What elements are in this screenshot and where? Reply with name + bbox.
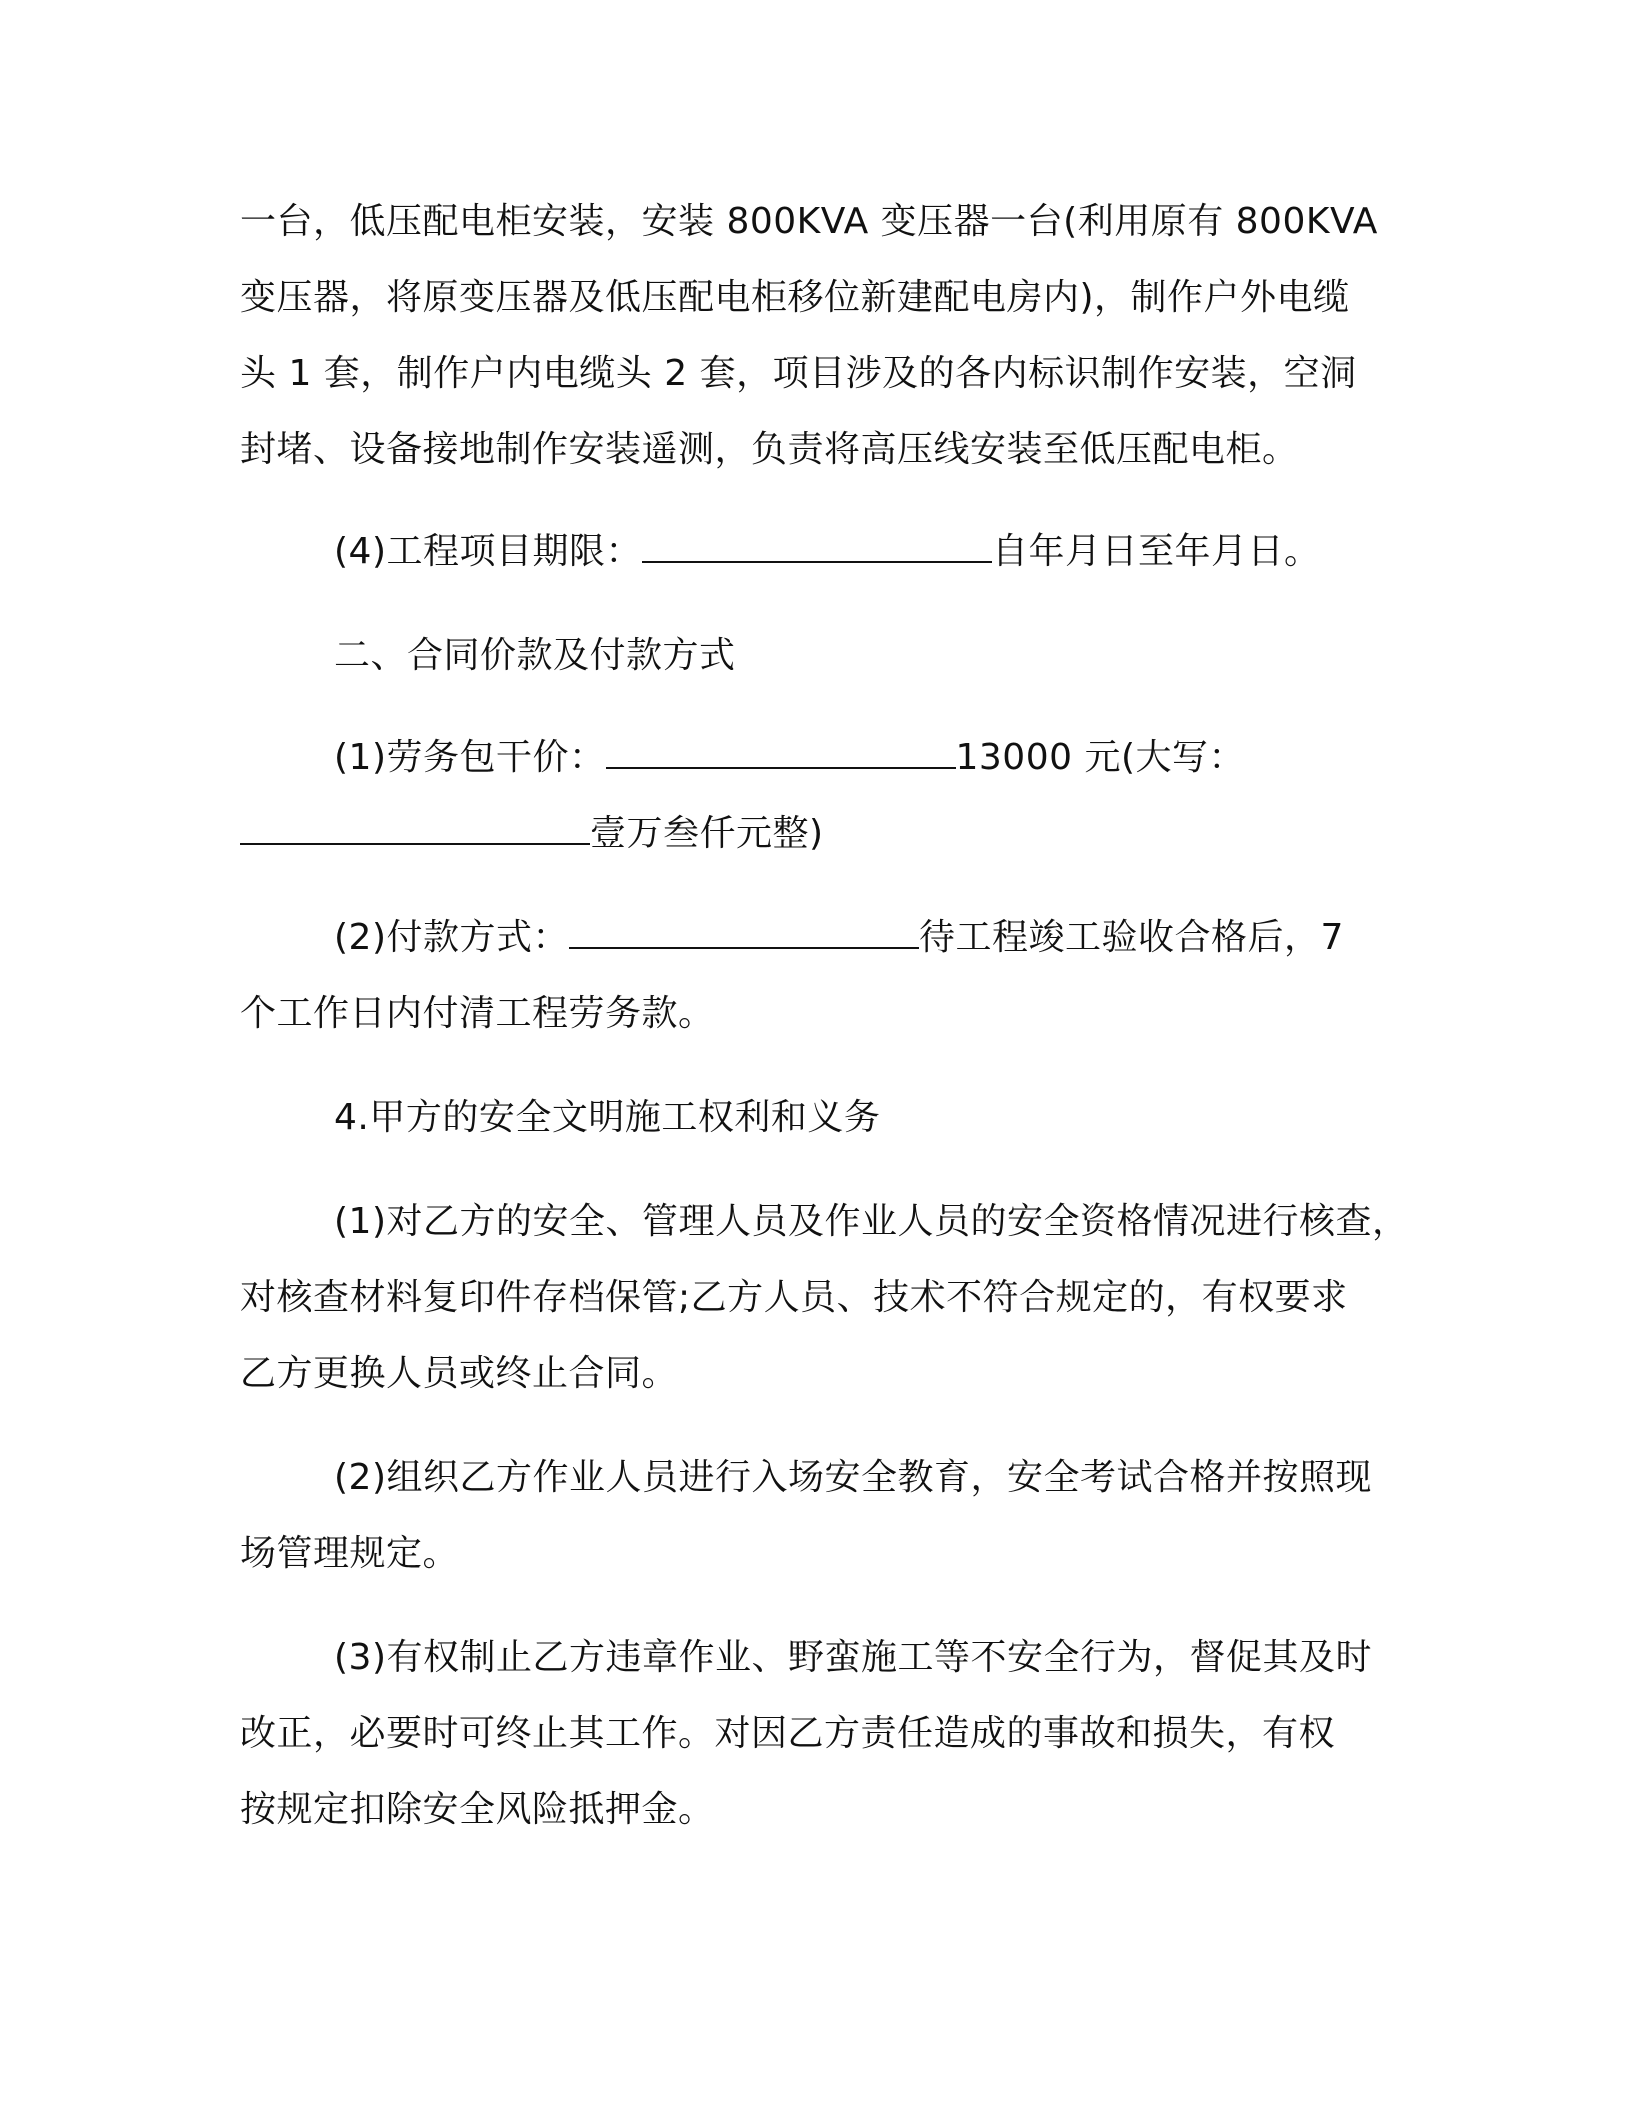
section-heading-party-a-rights	[240, 1080, 1420, 1156]
text-line: (1)对乙方的安全、管理人员及作业人员的安全资格情况进行核查，	[334, 1201, 1409, 1242]
field-label: (2)付款方式：	[334, 917, 569, 958]
field-value: 待工程竣工验收合格后，7	[919, 917, 1344, 958]
text-line: 按规定扣除安全风险抵押金。	[240, 1789, 715, 1830]
heading-text: 4.甲方的安全文明施工权利和义务	[334, 1097, 881, 1138]
text-line	[240, 720, 1420, 796]
text-line: 场管理规定。	[240, 1533, 460, 1574]
paragraph-project-period	[240, 514, 1420, 590]
fill-blank	[240, 813, 590, 845]
text-line: 封堵、设备接地制作安装遥测，负责将高压线安装至低压配电柜。	[240, 429, 1299, 470]
section-heading-price-payment	[240, 618, 1420, 694]
text-line: (3)有权制止乙方违章作业、野蛮施工等不安全行为，督促其及时	[334, 1637, 1372, 1678]
paragraph-stop-violations	[240, 1620, 1420, 1848]
text-line: 个工作日内付清工程劳务款。	[240, 993, 715, 1034]
paragraph-qualification-check	[240, 1184, 1420, 1412]
field-value: 13000 元(大写：	[955, 737, 1246, 778]
field-label: (1)劳务包干价：	[334, 737, 606, 778]
paragraph-payment-method	[240, 900, 1420, 1052]
text-line: 乙方更换人员或终止合同。	[240, 1353, 679, 1394]
heading-text: 二、合同价款及付款方式	[334, 635, 736, 676]
text-line	[240, 900, 1420, 976]
field-value: 壹万叁仟元整)	[590, 813, 824, 854]
field-value: 自年月日至年月日。	[992, 531, 1321, 572]
paragraph-labor-price	[240, 720, 1420, 872]
fill-blank	[606, 737, 956, 769]
text-line: 对核查材料复印件存档保管;乙方人员、技术不符合规定的，有权要求	[240, 1277, 1348, 1318]
field-label: (4)工程项目期限：	[334, 531, 642, 572]
text-line	[240, 514, 1420, 590]
text-line: 一台，低压配电柜安装，安装 800KVA 变压器一台(利用原有 800KVA	[240, 201, 1378, 242]
text-line	[240, 796, 1420, 872]
text-line: 变压器，将原变压器及低压配电柜移位新建配电房内)，制作户外电缆	[240, 277, 1350, 318]
paragraph-scope-continued	[240, 184, 1420, 488]
text-line: 改正，必要时可终止其工作。对因乙方责任造成的事故和损失，有权	[240, 1713, 1336, 1754]
text-line: 头 1 套，制作户内电缆头 2 套，项目涉及的各内标识制作安装，空洞	[240, 353, 1357, 394]
paragraph-safety-education	[240, 1440, 1420, 1592]
fill-blank	[642, 531, 992, 563]
fill-blank	[569, 917, 919, 949]
text-line: (2)组织乙方作业人员进行入场安全教育，安全考试合格并按照现	[334, 1457, 1372, 1498]
